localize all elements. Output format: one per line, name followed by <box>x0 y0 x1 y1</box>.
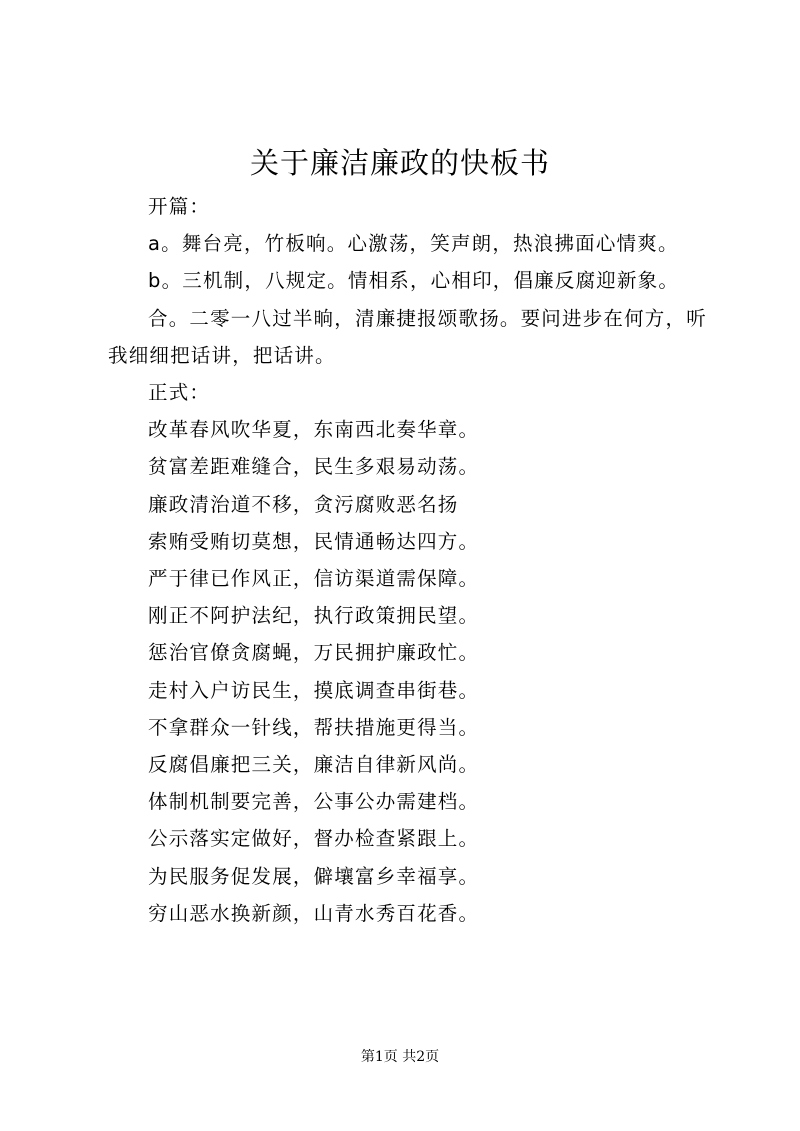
verse-line: 刚正不阿护法纪，执行政策拥民望。 <box>148 604 480 628</box>
verse-line: 走村入户访民生，摸底调查串街巷。 <box>148 678 480 702</box>
verse-line: 反腐倡廉把三关，廉洁自律新风尚。 <box>148 753 480 777</box>
opening-line-b: b。三机制，八规定。情相系，心相印，倡廉反腐迎新象。 <box>148 269 680 293</box>
opening-heading: 开篇： <box>148 195 211 218</box>
verse-line: 公示落实定做好，督办检查紧跟上。 <box>148 827 480 851</box>
document-body <box>108 188 718 932</box>
verse-line: 索贿受贿切莫想，民情通畅达四方。 <box>148 529 480 553</box>
verse-line: 穷山恶水换新颜，山青水秀百花香。 <box>148 901 480 925</box>
verse-line: 贫富差距难缝合，民生多艰易动荡。 <box>148 455 480 479</box>
opening-line-a: a。舞台亮，竹板响。心激荡，笑声朗，热浪拂面心情爽。 <box>148 232 679 256</box>
document-title: 关于廉洁廉政的快板书 <box>249 146 550 180</box>
verse-line: 廉政清治道不移，贪污腐败恶名扬 <box>148 492 459 516</box>
verse-line: 体制机制要完善，公事公办需建档。 <box>148 790 480 814</box>
opening-line-chorus: 合。二零一八过半晌，清廉捷报颂歌扬。要问进步在何方，听我细细把话讲，把话讲。 <box>108 306 707 367</box>
verse-line: 严于律已作风正，信访渠道需保障。 <box>148 567 480 591</box>
page-footer: 第1页 共2页 <box>360 1049 440 1065</box>
verse-line: 不拿群众一针线，帮扶措施更得当。 <box>148 715 480 739</box>
verse-line: 惩治官僚贪腐蝇，万民拥护廉政忙。 <box>148 641 480 665</box>
main-heading: 正式： <box>148 381 211 405</box>
verse-line: 为民服务促发展，僻壤富乡幸福享。 <box>148 864 480 888</box>
verse-line: 改革春风吹华夏，东南西北奏华章。 <box>148 418 480 442</box>
